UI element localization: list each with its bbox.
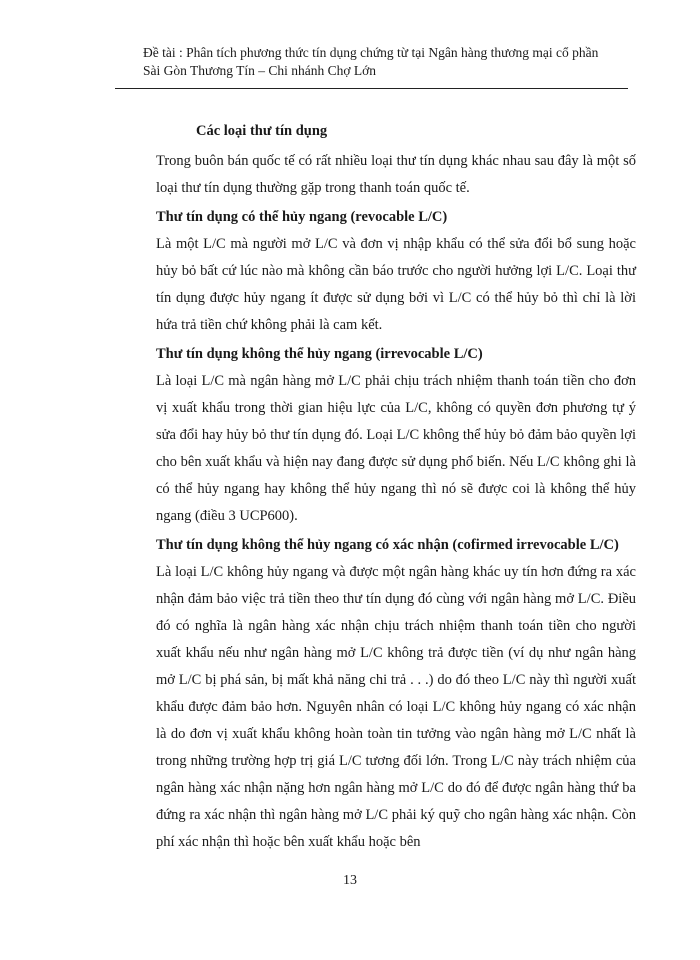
paragraph-irrevocable-lc: Là loại L/C mà ngân hàng mở L/C phải chịu trách nhiệm thanh toán tiền cho đơn vị xuất khẩu trong thời gian hiệu lực của L/C, không có quyền đơn phương tự ý sửa đổi hay hủy bỏ thư tín dụng đó. Loại L/C không thể hủy bỏ đảm bảo quyền lợi cho bên xuất khẩu và hiện nay đang được sử dụng phổ biến. Nếu L/C không ghi là có thể hủy ngang hay không thể hủy ngang thì nó sẽ được coi là không thể hủy ngang (điều 3 UCP600).	[156, 373, 636, 524]
page-number: 13	[343, 873, 357, 888]
paragraph-revocable-lc: Là một L/C mà người mở L/C và đơn vị nhập khẩu có thể sửa đổi bổ sung hoặc hủy bỏ bất cứ lúc nào mà không cần báo trước cho người hưởng lợi L/C. Loại thư tín dụng được hủy ngang ít được sử dụng bởi vì L/C có thể hủy bỏ thì chỉ là lời hứa trả tiền chứ không phải là cam kết.	[156, 236, 636, 333]
section-title: Các loại thư tín dụng	[196, 123, 328, 139]
page-header	[143, 44, 643, 80]
heading-irrevocable-lc: Thư tín dụng không thể hủy ngang (irrevocable L/C)	[156, 346, 483, 362]
document-body	[156, 120, 636, 856]
header-title-line2: Sài Gòn Thương Tín – Chi nhánh Chợ Lớn	[143, 63, 376, 78]
paragraph-confirmed-irrevocable-lc: Là loại L/C không hủy ngang và được một ngân hàng khác uy tín hơn đứng ra xác nhận đảm bảo việc trả tiền theo thư tín dụng đó cùng với ngân hàng mở L/C. Điều đó có nghĩa là ngân hàng xác nhận chịu trách nhiệm thanh toán tiền cho người xuất khẩu nếu như ngân hàng mở L/C không trả được tiền (ví dụ như ngân hàng mở L/C bị phá sản, bị mất khả năng chi trả . . .) do đó theo L/C này thì người xuất khẩu được đảm bảo hơn. Nguyên nhân có loại L/C không hủy ngang có xác nhận là do đơn vị xuất khẩu không hoàn toàn tin tưởng vào ngân hàng mở L/C nhất là trong những trường hợp trị giá L/C tương đối lớn. Trong L/C này trách nhiệm của ngân hàng xác nhận nặng hơn ngân hàng mở L/C do đó để được ngân hàng thứ ba đứng ra xác nhận thì ngân hàng mở L/C phải ký quỹ cho ngân hàng xác nhận. Còn phí xác nhận thì hoặc bên xuất khẩu hoặc bên	[156, 564, 636, 850]
header-title-line1: Đề tài : Phân tích phương thức tín dụng chứng từ tại Ngân hàng thương mại cổ phần	[143, 45, 599, 60]
heading-revocable-lc: Thư tín dụng có thể hủy ngang (revocable L/C)	[156, 209, 448, 225]
header-divider	[115, 88, 628, 89]
intro-paragraph: Trong buôn bán quốc tế có rất nhiều loại thư tín dụng khác nhau sau đây là một số loại thư tín dụng thường gặp trong thanh toán quốc tế.	[156, 153, 636, 196]
heading-confirmed-irrevocable-lc: Thư tín dụng không thể hủy ngang có xác nhận (cofirmed irrevocable L/C)	[156, 537, 619, 553]
